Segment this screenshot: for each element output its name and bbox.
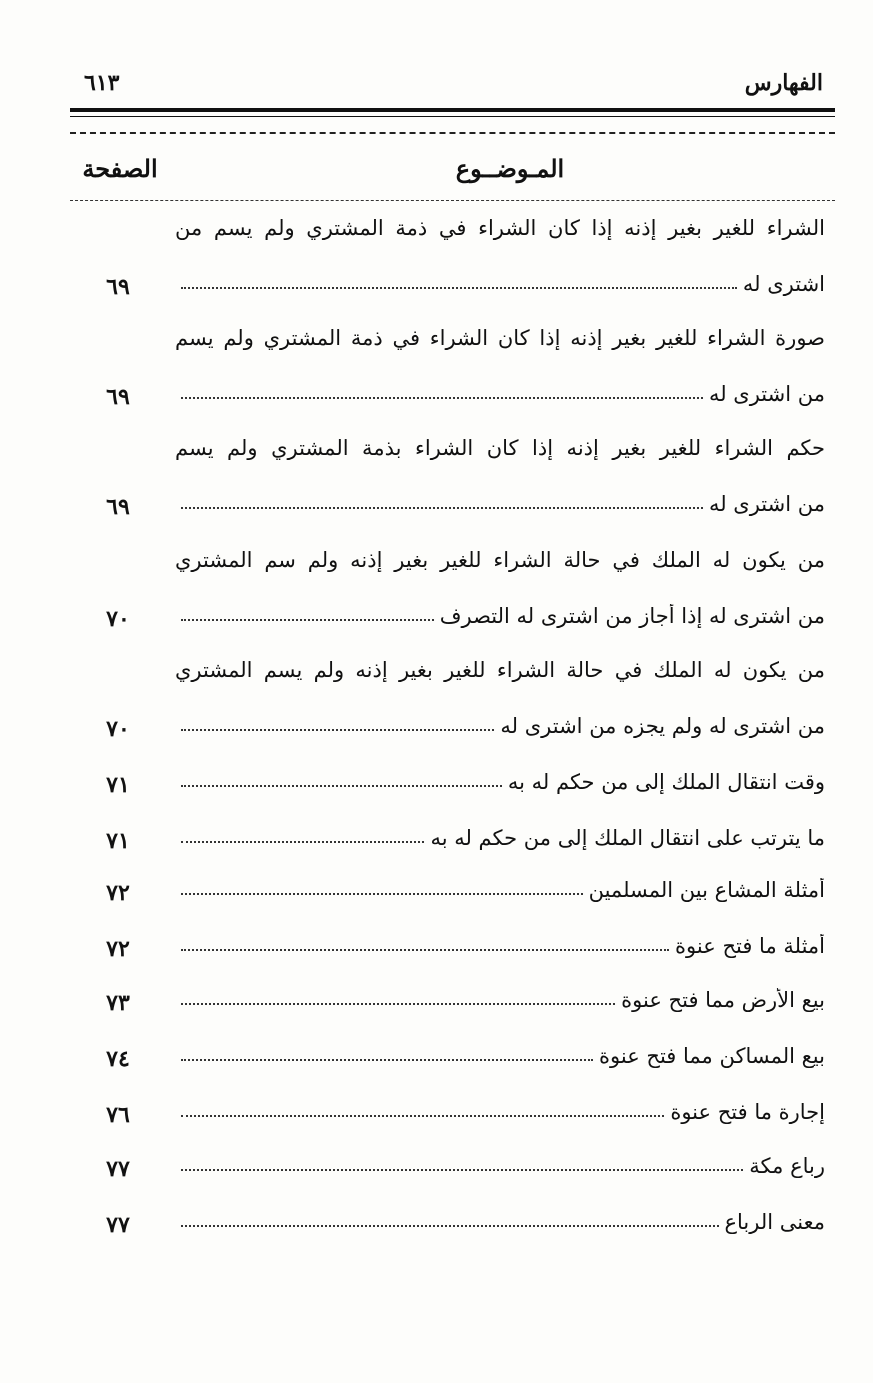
toc-entry-text: اشترى له: [742, 272, 825, 296]
leader-dots: [181, 1169, 743, 1171]
toc-entry-page: ٧٠: [106, 716, 130, 742]
toc-entry-text: بيع الأرض مما فتح عنوة: [621, 988, 825, 1012]
toc-entry-line: من يكون له الملك في حالة الشراء للغير بغير إذنه ولم يسم المشتري: [175, 658, 825, 682]
column-header-topic: المـوضــوع: [455, 154, 565, 183]
toc-entry-line: [175, 714, 825, 738]
toc-entry-text: أمثلة ما فتح عنوة: [675, 934, 825, 958]
toc-entry-line: [175, 988, 825, 1012]
header-rule-dashed: [70, 132, 835, 134]
toc-entry-page: ٧٦: [106, 1102, 130, 1128]
running-header-title: الفهارس: [744, 70, 823, 96]
toc-entry-line: [175, 770, 825, 794]
toc-entry-line: من يكون له الملك في حالة الشراء للغير بغير إذنه ولم سم المشتري: [175, 548, 825, 572]
leader-dots: [181, 949, 669, 951]
toc-entry-line: [175, 492, 825, 516]
header-rule-thin: [70, 116, 835, 117]
toc-entry-text: من اشترى له: [708, 492, 825, 516]
toc-entry-line: [175, 826, 825, 850]
leader-dots: [181, 1059, 593, 1061]
toc-entry-page: ٧١: [106, 772, 130, 798]
toc-entry-line: [175, 878, 825, 902]
page-number: ٦١٣: [84, 70, 120, 96]
toc-entry-text: من اشترى له ولم يجزه من اشترى له: [500, 714, 825, 738]
toc-entry-page: ٧٢: [106, 936, 130, 962]
toc-entry-text: إجارة ما فتح عنوة: [670, 1100, 825, 1124]
toc-entry-text: رباع مكة: [749, 1154, 825, 1178]
toc-entry-line: حكم الشراء للغير بغير إذنه إذا كان الشراء بذمة المشتري ولم يسم: [175, 436, 825, 460]
toc-entry-text: بيع المساكن مما فتح عنوة: [599, 1044, 825, 1068]
toc-entry-page: ٧٧: [106, 1212, 130, 1238]
leader-dots: [181, 1003, 615, 1005]
toc-entry-page: ٦٩: [106, 494, 130, 520]
toc-entry-page: ٧٧: [106, 1156, 130, 1182]
toc-entry-text: من اشترى له إذا أجاز من اشترى له التصرف: [439, 604, 825, 628]
leader-dots: [181, 841, 424, 843]
toc-entry-line: [175, 382, 825, 406]
leader-dots: [181, 397, 703, 399]
toc-entry-line: [175, 1210, 825, 1234]
toc-entry-line: [175, 1044, 825, 1068]
toc-entry-line: [175, 1154, 825, 1178]
toc-entry-page: ٧٢: [106, 880, 130, 906]
leader-dots: [181, 507, 703, 509]
header-rule-thick: [70, 108, 835, 112]
toc-entry-page: ٦٩: [106, 274, 130, 300]
toc-entry-page: ٧٤: [106, 1046, 130, 1072]
toc-entry-text: معنى الرباع: [724, 1210, 825, 1234]
toc-entry-line: [175, 272, 825, 296]
toc-entry-page: ٧٠: [106, 606, 130, 632]
leader-dots: [181, 785, 502, 787]
toc-entry-line: [175, 934, 825, 958]
leader-dots: [181, 1225, 719, 1227]
leader-dots: [181, 287, 737, 289]
toc-entry-page: ٦٩: [106, 384, 130, 410]
toc-entry-line: الشراء للغير بغير إذنه إذا كان الشراء في ذمة المشتري ولم يسم من: [175, 216, 825, 240]
column-header-rule: [70, 200, 835, 201]
toc-entry-text: ما يترتب على انتقال الملك إلى من حكم له به: [430, 826, 825, 850]
leader-dots: [181, 619, 434, 621]
toc-entry-text: من اشترى له: [708, 382, 825, 406]
toc-entry-line: صورة الشراء للغير بغير إذنه إذا كان الشراء في ذمة المشتري ولم يسم: [175, 326, 825, 350]
toc-entry-line: [175, 604, 825, 628]
leader-dots: [181, 1115, 664, 1117]
toc-entry-page: ٧٣: [106, 990, 130, 1016]
toc-entry-text: أمثلة المشاع بين المسلمين: [588, 878, 825, 902]
leader-dots: [181, 893, 583, 895]
toc-entry-text: وقت انتقال الملك إلى من حكم له به: [507, 770, 825, 794]
column-header-page: الصفحة: [82, 154, 158, 183]
toc-entry-page: ٧١: [106, 828, 130, 854]
leader-dots: [181, 729, 494, 731]
toc-entry-line: [175, 1100, 825, 1124]
